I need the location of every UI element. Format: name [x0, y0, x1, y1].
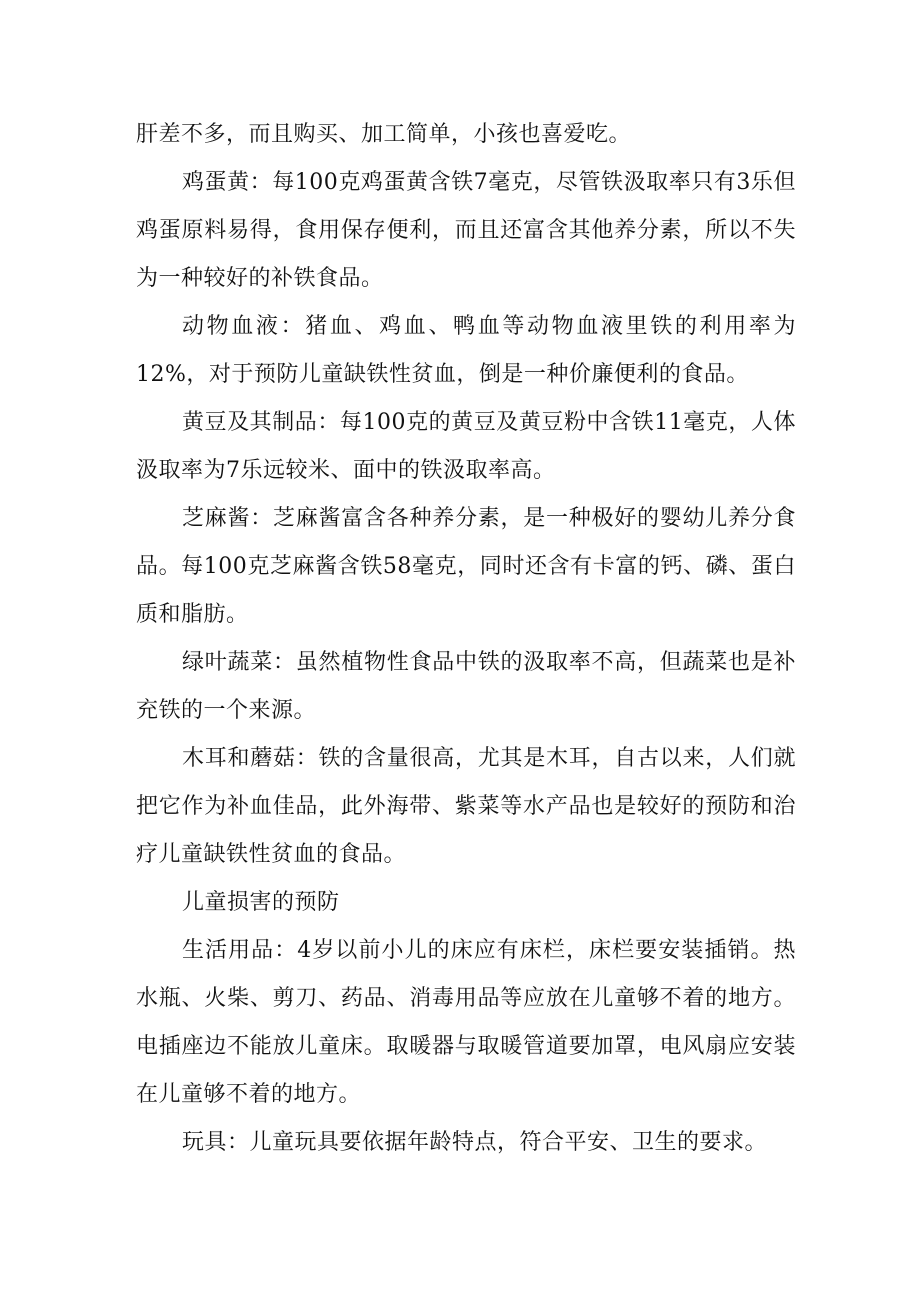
paragraph-fungus-mushroom: 木耳和蘑菇：铁的含量很高，尤其是木耳，自古以来，人们就把它作为补血佳品，此外海带、紫菜等水产品也是较好的预防和治疗儿童缺铁性贫血的食品。 [136, 746, 796, 867]
paragraph-soybean: 黄豆及其制品：每100克的黄豆及黄豆粉中含铁11毫克，人体汲取率为7乐远较米、面中的铁汲取率高。 [136, 410, 796, 483]
section-heading: 儿童损害的预防 [182, 890, 340, 915]
paragraph-green-vegetables: 绿叶蔬菜：虽然植物性食品中铁的汲取率不高，但蔬菜也是补充铁的一个来源。 [136, 650, 796, 723]
paragraph-animal-blood: 动物血液：猪血、鸡血、鸭血等动物血液里铁的利用率为12%，对于预防儿童缺铁性贫血，倒是一种价廉便利的食品。 [136, 314, 796, 387]
document-body [136, 111, 796, 1167]
paragraph-sesame-paste: 芝麻酱：芝麻酱富含各种养分素，是一种极好的婴幼儿养分食品。每100克芝麻酱含铁58毫克，同时还含有卡富的钙、磷、蛋白质和脂肪。 [136, 506, 796, 627]
paragraph-toys: 玩具：儿童玩具要依据年龄特点，符合平安、卫生的要求。 [182, 1130, 768, 1155]
paragraph-1: 肝差不多，而且购买、加工简单，小孩也喜爱吃。 [136, 122, 632, 147]
paragraph-egg-yolk: 鸡蛋黄：每100克鸡蛋黄含铁7毫克，尽管铁汲取率只有3乐但鸡蛋原料易得，食用保存便利，而且还富含其他养分素，所以不失为一种较好的补铁食品。 [136, 170, 796, 291]
paragraph-daily-items: 生活用品：4岁以前小儿的床应有床栏，床栏要安装插销。热水瓶、火柴、剪刀、药品、消毒用品等应放在儿童够不着的地方。电插座边不能放儿童床。取暖器与取暖管道要加罩，电风扇应安装在儿童够不着的地方。 [136, 938, 796, 1107]
